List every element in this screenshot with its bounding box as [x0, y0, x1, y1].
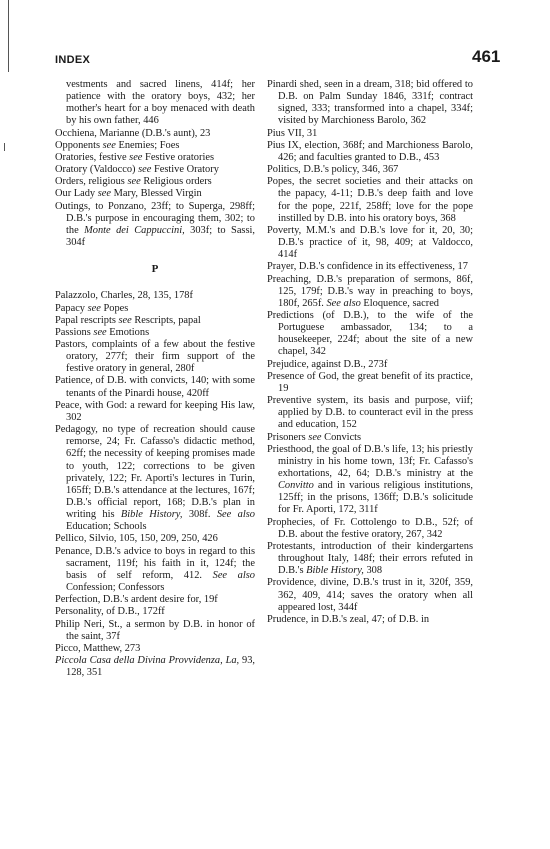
index-entry: Pedagogy, no type of recreation should cause remorse, 24; Fr. Cafasso's didactic method, 62ff; the necessity of keeping promises made to youth, 122; corrections to be given privately, 122; Fr. Aporti's lectures in Turin, 165ff; D.B.'s attendance at the lectures, 167f; D.B.'s official report, 168; D.B.'s plan in writing his Bible History, 308f. See also Education; Schools — [55, 424, 255, 533]
index-entry: Politics, D.B.'s policy, 346, 367 — [267, 164, 399, 176]
index-entry: Predictions (of D.B.), to the wife of the Portuguese ambassador, 134; to a housekeeper, 224f; about the site of a new chapel, 342 — [267, 309, 473, 358]
index-entry: Penance, D.B.'s advice to boys in regard to this sacrament, 119f; his faith in it, 124f; the basis of self reform, 412. See also Confession; Confessors — [55, 545, 255, 594]
index-entry: Papacy see Popes — [55, 302, 129, 314]
entries-p — [55, 290, 255, 679]
index-entry: Personality, of D.B., 172ff — [55, 606, 165, 618]
index-entry: Prayer, D.B.'s confidence in its effectiveness, 17 — [267, 261, 468, 273]
running-head: INDEX — [55, 54, 91, 66]
index-entry: Piccola Casa della Divina Provvidenza, La, 93, 128, 351 — [55, 655, 255, 679]
index-entry: Prophecies, of Fr. Cottolengo to D.B., 52f; of D.B. about the festive oratory, 267, 342 — [267, 516, 473, 540]
index-entry: Popes, the secret societies and their attacks on the papacy, 4-11; D.B.'s deep faith and love for the pope, 221f, 258ff; love for the pope instilled by D.B. into his oratory boys, 368 — [267, 176, 473, 224]
index-entry: Pius VII, 31 — [267, 127, 318, 139]
page-number: 461 — [472, 47, 501, 66]
index-entry: Our Lady see Mary, Blessed Virgin — [55, 188, 202, 200]
index-entry: Pellico, Silvio, 105, 150, 209, 250, 426 — [55, 533, 218, 545]
index-entry: Prudence, in D.B.'s zeal, 47; of D.B. in — [267, 613, 430, 625]
index-entry: Opponents see Enemies; Foes — [55, 139, 180, 151]
index-entry: Presence of God, the great benefit of its practice, 19 — [267, 370, 473, 394]
index-entry: Preaching, D.B.'s preparation of sermons, 86f, 125, 179f; D.B.'s way in preaching to boys, 180f, 265f. See also Eloquence, sacred — [267, 273, 473, 309]
entries-o-continued — [55, 79, 255, 249]
index-entry: Prisoners see Convicts — [267, 431, 362, 443]
index-entry: Oratories, festive see Festive oratories — [55, 151, 214, 163]
index-entry: Prejudice, against D.B., 273f — [267, 358, 388, 370]
index-entry: Passions see Emotions — [55, 326, 150, 338]
index-entry: Outings, to Ponzano, 23ff; to Superga, 298ff; D.B.'s purpose in encouraging them, 302; to the Monte dei Cappuccini, 303f; to Sassi, 304f — [55, 200, 255, 249]
index-entry: Poverty, M.M.'s and D.B.'s love for it, 20, 30; D.B.'s practice of it, 98, 409; at Valdocco, 414f — [267, 224, 473, 261]
index-entry: Pius IX, election, 368f; and Marchioness Barolo, 426; and faculties granted to D.B., 453 — [267, 139, 473, 163]
index-entry: Preventive system, its basis and purpose, viif; applied by D.B. to counteract evil in the press and education, 152 — [267, 395, 473, 431]
index-entry: Philip Neri, St., a sermon by D.B. in honor of the saint, 37f — [55, 618, 255, 642]
scan-edge-mark — [8, 0, 9, 72]
index-entry: Pastors, complaints of a few about the festive oratory, 277f; their firm support of the festive oratory in general, 280f — [55, 338, 255, 375]
index-entry: Orders, religious see Religious orders — [55, 176, 212, 188]
index-entry: Palazzolo, Charles, 28, 135, 178f — [55, 290, 193, 302]
index-entry: Occhiena, Marianne (D.B.'s aunt), 23 — [55, 127, 211, 139]
section-letter: P — [151, 263, 159, 276]
index-entry: Pinardi shed, seen in a dream, 318; bid offered to D.B. on Palm Sunday 1846, 331f; contract signed, 333; transformed into a chapel, 334f; visited by Marchioness Barolo, 362 — [267, 79, 473, 127]
scan-edge-mark — [4, 143, 5, 151]
index-entry: Picco, Matthew, 273 — [55, 642, 141, 654]
right-column — [267, 79, 473, 626]
index-entry: Peace, with God: a reward for keeping His law, 302 — [55, 399, 255, 423]
index-entry: vestments and sacred linens, 414f; her patience with the oratory boys, 432; her mother's heart for a boy menaced with death by his own father, 446 — [66, 79, 255, 127]
index-entry: Patience, of D.B. with convicts, 140; with some tenants of the Pinardi house, 420ff — [55, 375, 255, 399]
index-entry: Protestants, introduction of their kindergartens throughout Italy, 148f; their errors refuted in D.B.'s Bible History, 308 — [267, 540, 473, 577]
left-column — [55, 79, 255, 679]
index-entry: Oratory (Valdocco) see Festive Oratory — [55, 164, 219, 176]
index-entry: Perfection, D.B.'s ardent desire for, 19f — [55, 594, 218, 606]
entries-p-continued — [267, 79, 473, 626]
index-entry: Papal rescripts see Rescripts, papal — [55, 314, 201, 326]
index-entry: Providence, divine, D.B.'s trust in it, 320f, 359, 362, 409, 414; saves the oratory when all appeared lost, 344f — [267, 577, 473, 613]
index-entry: Priesthood, the goal of D.B.'s life, 13; his priestly ministry in his home town, 13f; Fr. Cafasso's exhortations, 42, 64; D.B.'s ministry at the Convitto and in various religious institutions, 125ff; in the prisons, 136ff; D.B.'s solicitude for Fr. Aporti, 172, 311f — [267, 443, 473, 516]
